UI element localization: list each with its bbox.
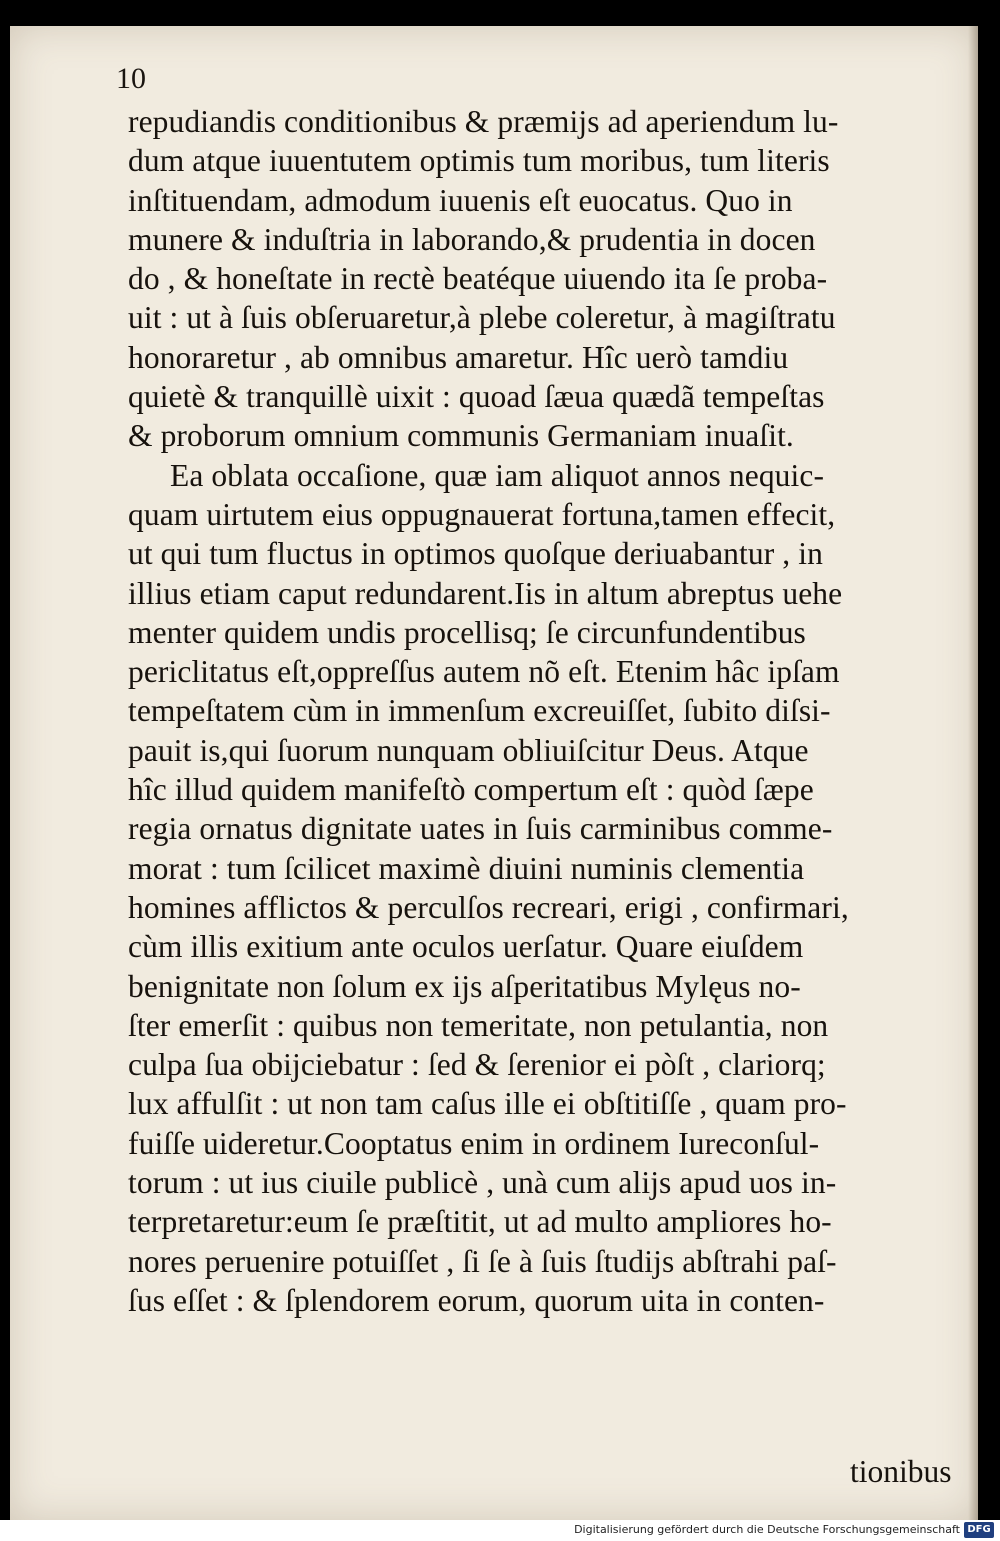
- page-edge-shadow: [968, 26, 978, 1520]
- text-line: repudiandis conditionibus & præmijs ad aperiendum lu-: [128, 104, 839, 139]
- text-line: quietè & tranquillè uixit : quoad ſæua quædã tempeſtas: [128, 379, 825, 415]
- text-line: illius etiam caput redundarent.Iis in altum abreptus uehe: [128, 575, 843, 611]
- text-line: menter quidem undis procellisq; ſe circunfundentibus: [128, 614, 806, 650]
- text-line: uit : ut à ſuis obſeruaretur,à plebe coleretur, à magiſtratu: [128, 300, 836, 336]
- text-line: cùm illis exitium ante oculos uerſatur. Quare eiuſdem: [128, 929, 804, 965]
- text-line: periclitatus eſt,oppreſſus autem nõ eſt. Etenim hâc ipſam: [128, 654, 840, 690]
- text-line: tempeſtatem cùm in immenſum excreuiſſet, ſubito diſsi-: [128, 693, 831, 729]
- text-line: hîc illud quidem manifeſtò compertum eſt : quòd ſæpe: [128, 772, 814, 808]
- page-number: 10: [116, 62, 146, 95]
- text-line: regia ornatus dignitate uates in ſuis carminibus comme-: [128, 811, 833, 847]
- text-line: quam uirtutem eius oppugnauerat fortuna,tamen effecit,: [128, 496, 836, 532]
- text-line: munere & induſtria in laborando,& prudentia in docen: [128, 221, 816, 257]
- catchword: tionibus: [850, 1454, 952, 1489]
- text-line: morat : tum ſcilicet maximè diuini numinis clementia: [128, 850, 805, 886]
- text-line: honoraretur , ab omnibus amaretur. Hîc uerò tamdiu: [128, 339, 789, 375]
- paragraph-first-line: Ea oblata occaſione, quæ iam aliquot annos nequic-: [170, 457, 825, 493]
- text-line: ſus eſſet : & ſplendorem eorum, quorum uita in conten-: [128, 1282, 825, 1318]
- text-line: fuiſſe uideretur.Cooptatus enim in ordinem Iureconſul-: [128, 1125, 820, 1161]
- text-line: dum atque iuuentutem optimis tum moribus, tum literis: [128, 143, 830, 179]
- text-line: lux affulſit : ut non tam caſus ille ei obſtitiſſe , quam pro-: [128, 1086, 847, 1122]
- dfg-logo-icon: DFG: [964, 1522, 994, 1538]
- text-line: do , & honeſtate in rectè beatéque uiuendo ita ſe proba-: [128, 261, 828, 297]
- text-line: ut qui tum fluctus in optimos quoſque deriuabantur , in: [128, 536, 823, 572]
- text-line: inſtituendam, admodum iuuenis eſt euocatus. Quo in: [128, 182, 793, 218]
- body-text: [128, 102, 908, 1320]
- text-line: terpretaretur:eum ſe præſtitit, ut ad multo ampliores ho-: [128, 1204, 832, 1240]
- text-line: torum : ut ius ciuile publicè , unà cum alijs apud uos in-: [128, 1165, 837, 1201]
- footer-bar: [0, 1520, 1000, 1541]
- funding-credit: Digitalisierung gefördert durch die Deutsche Forschungsgemeinschaft: [574, 1523, 960, 1536]
- text-line: benignitate non ſolum ex ijs aſperitatibus Mylęus no-: [128, 968, 801, 1004]
- book-page: [10, 26, 978, 1520]
- text-line: & proborum omnium communis Germaniam inuaſit.: [128, 418, 794, 454]
- text-line: homines afflictos & perculſos recreari, erigi , confirmari,: [128, 889, 849, 925]
- text-line: culpa ſua obijciebatur : ſed & ſerenior ei pòſt , clariorq;: [128, 1047, 826, 1083]
- text-line: nores peruenire potuiſſet , ſi ſe à ſuis ſtudijs abſtrahi paſ-: [128, 1243, 837, 1279]
- text-line: ſter emerſit : quibus non temeritate, non petulantia, non: [128, 1007, 829, 1043]
- text-line: pauit is,qui ſuorum nunquam obliuiſcitur Deus. Atque: [128, 732, 809, 768]
